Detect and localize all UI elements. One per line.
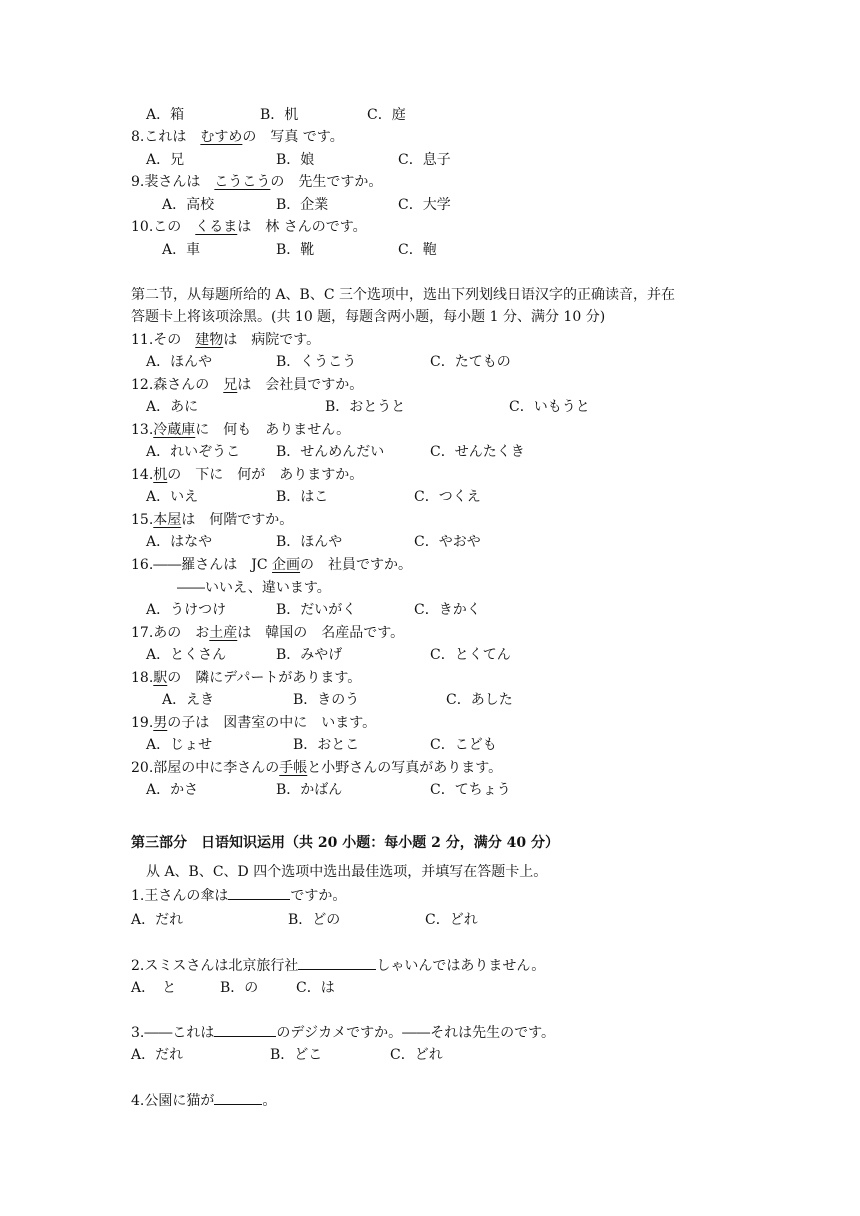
q17-question [131, 623, 404, 643]
p3-prefix: 3.――これは [131, 1025, 215, 1041]
q18-underlined: 駅 [153, 670, 168, 686]
p1-question [131, 885, 346, 906]
q11-question [131, 330, 320, 350]
q13-option-b: B．せんめんだい [276, 444, 385, 460]
q18-option-c: C．あした [446, 692, 513, 708]
q19-rest: の子は 図書室の中に います。 [167, 715, 377, 731]
q9-option-b: B．企業 [276, 197, 329, 213]
q16-prefix: 16.――羅さんは JC [131, 557, 273, 573]
p3-question [131, 1022, 555, 1043]
p1-option-a: A．だれ [131, 912, 184, 928]
q14-option-a: A．いえ [146, 489, 199, 505]
q15-option-c: C．やおや [414, 534, 481, 550]
q19-option-c: C．こども [430, 737, 497, 753]
q20-rest: と小野さんの写真があります。 [307, 760, 503, 776]
q15-option-b: B．ほんや [276, 534, 343, 550]
part3-title: 第三部分 日语知识运用（共 20 小题：每小题 2 分，满分 40 分） [131, 835, 559, 851]
q14-option-c: C．つくえ [414, 489, 481, 505]
q9-option-c: C．大学 [398, 197, 451, 213]
q18-rest: の 隣にデパートがあります。 [167, 670, 362, 686]
q14-option-b: B．はこ [276, 489, 329, 505]
q8-option-b: B．娘 [276, 152, 315, 168]
p1-option-b: B．どの [288, 912, 341, 928]
q18-option-b: B．きのう [293, 692, 360, 708]
q15-prefix: 15. [131, 512, 154, 528]
q13-rest: に 何も ありません。 [195, 422, 351, 438]
q8-underlined: むすめ [200, 129, 243, 145]
q16-rest: の 社員ですか。 [300, 557, 413, 573]
q9-option-a: A．高校 [162, 197, 215, 213]
q17-underlined: 土産 [209, 625, 238, 641]
q13-prefix: 13. [131, 422, 154, 438]
p2-option-a: A． と [131, 980, 177, 996]
q20-prefix: 20.部屋の中に李さんの [131, 760, 280, 776]
q7-option-c: C．庭 [367, 107, 406, 123]
q7-option-a: A．箱 [146, 107, 185, 123]
p2-option-c: C．は [296, 980, 335, 996]
q11-rest: は 病院です。 [223, 332, 321, 348]
q9-number: 9.裴さんは [131, 174, 201, 190]
q18-option-a: A．えき [162, 692, 215, 708]
q11-option-b: B．くうこう [276, 354, 357, 370]
q10-question [131, 217, 367, 237]
q20-option-b: B．かばん [276, 782, 343, 798]
q12-option-c: C．いもうと [509, 399, 590, 415]
p3-option-a: A．だれ [131, 1047, 184, 1063]
q10-option-c: C．鞄 [398, 242, 437, 258]
section2-instruction-line1: 第二节，从每题所给的 A、B、C 三个选项中，选出下列划线日语汉字的正确读音，并在 [131, 287, 676, 303]
p4-suffix: 。 [262, 1093, 277, 1109]
q19-underlined: 男 [153, 715, 168, 731]
q15-rest: は 何階ですか。 [181, 512, 294, 528]
section2-instruction-line2: 答题卡上将该项涂黑。(共 10 题，每题含两小题，每小题 1 分、满分 10 分) [131, 309, 606, 325]
q17-option-a: A．とくさん [146, 647, 227, 663]
q17-prefix: 17.あの お [131, 625, 210, 641]
p2-suffix: しゃいんではありません。 [376, 958, 546, 974]
q12-rest: は 会社員ですか。 [237, 377, 364, 393]
p1-option-c: C．どれ [425, 912, 478, 928]
q19-option-b: B．おとこ [293, 737, 360, 753]
q17-option-c: C．とくてん [430, 647, 511, 663]
q20-question [131, 758, 502, 778]
p2-blank [298, 955, 376, 970]
q11-option-a: A．ほんや [146, 354, 213, 370]
q13-option-c: C．せんたくき [430, 444, 525, 460]
p2-prefix: 2.スミスさんは北京旅行社 [131, 958, 299, 974]
q16-option-a: A．うけつけ [146, 602, 227, 618]
q10-underlined: くるま [195, 219, 238, 235]
q17-rest: は 韓国の 名産品です。 [237, 625, 405, 641]
q17-option-b: B．みやげ [276, 647, 343, 663]
q19-option-a: A．じょせ [146, 737, 213, 753]
q19-prefix: 19. [131, 715, 154, 731]
q9-underlined: こうこう [214, 174, 271, 190]
q20-option-a: A．かさ [146, 782, 199, 798]
q15-option-a: A．はなや [146, 534, 213, 550]
q13-underlined: 冷蔵庫 [153, 422, 196, 438]
q10-number: 10.この [131, 219, 182, 235]
p1-prefix: 1.王さんの傘は [131, 888, 229, 904]
q11-prefix: 11.その [131, 332, 182, 348]
p3-blank [214, 1022, 276, 1037]
q20-option-c: C．てちょう [430, 782, 511, 798]
q9-question [131, 172, 382, 192]
q15-question [131, 510, 293, 530]
p4-question [131, 1090, 276, 1111]
p3-suffix: のデジカメですか。――それは先生のです。 [276, 1025, 555, 1041]
q12-question [131, 375, 363, 395]
p2-question [131, 955, 545, 976]
q14-rest: の 下に 何が ありますか。 [167, 467, 364, 483]
q19-question [131, 713, 376, 733]
p3-option-b: B．どこ [270, 1047, 323, 1063]
q16-option-c: C．きかく [414, 602, 481, 618]
p1-suffix: ですか。 [290, 888, 347, 904]
q14-prefix: 14. [131, 467, 154, 483]
q8-rest: の 写真 です。 [242, 129, 344, 145]
q12-prefix: 12.森さんの [131, 377, 210, 393]
q10-option-b: B．靴 [276, 242, 315, 258]
q7-option-b: B．机 [260, 107, 299, 123]
q20-underlined: 手帳 [279, 760, 308, 776]
q16-underlined: 企画 [272, 557, 301, 573]
q18-question [131, 668, 361, 688]
q10-option-a: A．車 [162, 242, 201, 258]
p4-prefix: 4.公園に猫が [131, 1093, 215, 1109]
q14-question [131, 465, 363, 485]
q16-reply: ――いいえ、違います。 [177, 580, 331, 596]
q8-option-c: C．息子 [398, 152, 451, 168]
q10-rest: は 林 さんのです。 [237, 219, 367, 235]
q8-option-a: A．兄 [146, 152, 185, 168]
q8-number: 8.これは [131, 129, 187, 145]
p3-option-c: C．どれ [390, 1047, 443, 1063]
p4-blank [214, 1090, 262, 1105]
q8-question [131, 127, 344, 147]
q9-rest: の 先生ですか。 [270, 174, 383, 190]
q13-question [131, 420, 350, 440]
q16-question [131, 555, 412, 575]
q14-underlined: 机 [153, 467, 168, 483]
q13-option-a: A．れいぞうこ [146, 444, 241, 460]
q16-option-b: B．だいがく [276, 602, 357, 618]
p1-blank [228, 885, 290, 900]
q11-underlined: 建物 [195, 332, 224, 348]
q18-prefix: 18. [131, 670, 154, 686]
q12-option-a: A．あに [146, 399, 199, 415]
q12-option-b: B．おとうと [325, 399, 406, 415]
q15-underlined: 本屋 [153, 512, 182, 528]
part3-instruction: 从 A、B、C、D 四个选项中选出最佳选项，并填写在答题卡上。 [146, 864, 548, 880]
p2-option-b: B．の [220, 980, 259, 996]
q11-option-c: C．たてもの [430, 354, 511, 370]
q12-underlined: 兄 [223, 377, 238, 393]
